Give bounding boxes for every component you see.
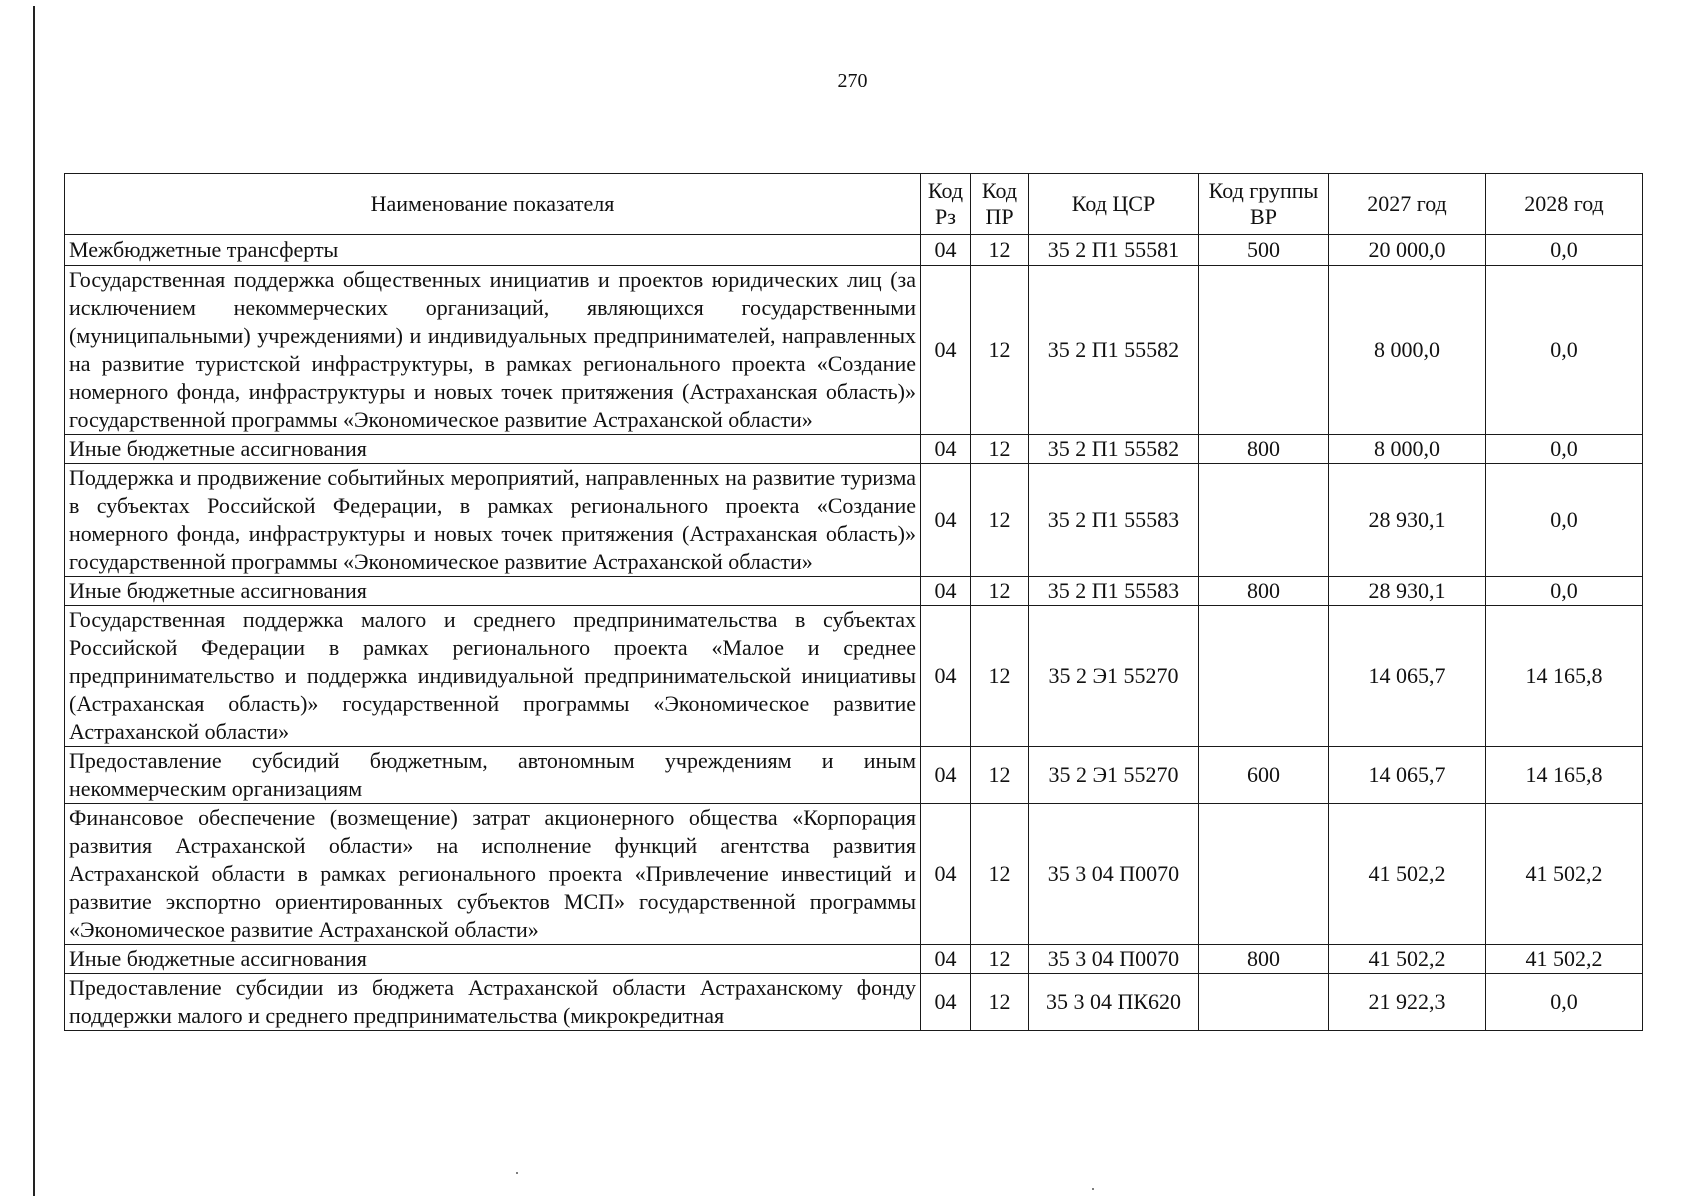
table-header-row [65,174,1643,235]
table-row [65,945,1643,974]
table-row [65,747,1643,804]
row-rz: 04 [921,464,971,577]
header-2028: 2028 год [1486,174,1643,235]
row-vr: 800 [1199,577,1329,606]
table-row [65,606,1643,747]
row-pr: 12 [971,464,1029,577]
row-rz: 04 [921,945,971,974]
row-2028: 0,0 [1486,235,1643,266]
row-csr: 35 2 П1 55582 [1029,266,1199,435]
row-2028: 41 502,2 [1486,804,1643,945]
row-name: Поддержка и продвижение событийных мероприятий, направленных на развитие туризма в субъектах Российской Федерации, в рамках регионального проекта «Создание номерного фонда, инфраструктуры и новых точек притяжения (Астраханская область)» государственной программы «Экономическое развитие Астраханской области» [65,464,921,577]
row-2027: 8 000,0 [1329,435,1486,464]
row-vr [1199,974,1329,1031]
row-rz: 04 [921,577,971,606]
table-row [65,974,1643,1031]
row-rz: 04 [921,747,971,804]
table-row [65,266,1643,435]
row-name: Финансовое обеспечение (возмещение) затрат акционерного общества «Корпорация развития Астраханской области» на исполнение функций агентства развития Астраханской области в рамках регионального проекта «Привлечение инвестиций и развитие экспортно ориентированных субъектов МСП» государственной программы «Экономическое развитие Астраханской области» [65,804,921,945]
row-vr: 800 [1199,435,1329,464]
row-vr: 600 [1199,747,1329,804]
row-2028: 14 165,8 [1486,747,1643,804]
scan-speck [1092,1188,1094,1190]
row-name: Иные бюджетные ассигнования [65,577,921,606]
row-2027: 14 065,7 [1329,606,1486,747]
row-csr: 35 2 Э1 55270 [1029,606,1199,747]
row-rz: 04 [921,266,971,435]
table-row [65,464,1643,577]
row-name: Государственная поддержка малого и среднего предпринимательства в субъектах Российской Федерации в рамках регионального проекта «Малое и среднее предпринимательство и поддержка индивидуальной предпринимательской инициативы (Астраханская область)» государственной программы «Экономическое развитие Астраханской области» [65,606,921,747]
header-pr: Код ПР [971,174,1029,235]
row-csr: 35 2 П1 55583 [1029,577,1199,606]
row-2027: 28 930,1 [1329,464,1486,577]
header-vr: Код группы ВР [1199,174,1329,235]
row-2028: 41 502,2 [1486,945,1643,974]
row-vr: 800 [1199,945,1329,974]
row-2027: 28 930,1 [1329,577,1486,606]
row-pr: 12 [971,974,1029,1031]
row-name: Предоставление субсидии из бюджета Астраханской области Астраханскому фонду поддержки малого и среднего предпринимательства (микрокредитная [65,974,921,1031]
row-pr: 12 [971,577,1029,606]
row-2027: 41 502,2 [1329,804,1486,945]
row-rz: 04 [921,974,971,1031]
header-csr: Код ЦСР [1029,174,1199,235]
row-2028: 14 165,8 [1486,606,1643,747]
scan-speck [516,1172,518,1174]
row-2027: 8 000,0 [1329,266,1486,435]
row-2027: 21 922,3 [1329,974,1486,1031]
table-row [65,235,1643,266]
left-margin-line [33,6,35,1196]
row-csr: 35 3 04 П0070 [1029,804,1199,945]
row-name: Предоставление субсидий бюджетным, автономным учреждениям и иным некоммерческим организациям [65,747,921,804]
table-row [65,577,1643,606]
row-rz: 04 [921,804,971,945]
row-pr: 12 [971,266,1029,435]
row-2028: 0,0 [1486,577,1643,606]
header-rz: Код Рз [921,174,971,235]
row-vr [1199,804,1329,945]
row-pr: 12 [971,235,1029,266]
row-2027: 20 000,0 [1329,235,1486,266]
row-csr: 35 2 Э1 55270 [1029,747,1199,804]
row-csr: 35 3 04 ПК620 [1029,974,1199,1031]
header-2027: 2027 год [1329,174,1486,235]
row-2027: 41 502,2 [1329,945,1486,974]
table-row [65,435,1643,464]
row-name: Иные бюджетные ассигнования [65,945,921,974]
budget-table [64,173,1643,1031]
row-name: Иные бюджетные ассигнования [65,435,921,464]
row-pr: 12 [971,945,1029,974]
row-csr: 35 2 П1 55582 [1029,435,1199,464]
row-vr: 500 [1199,235,1329,266]
row-pr: 12 [971,606,1029,747]
row-vr [1199,266,1329,435]
row-pr: 12 [971,435,1029,464]
row-csr: 35 3 04 П0070 [1029,945,1199,974]
row-rz: 04 [921,235,971,266]
page-number: 270 [837,70,868,92]
row-rz: 04 [921,606,971,747]
header-name: Наименование показателя [65,174,921,235]
row-2028: 0,0 [1486,435,1643,464]
row-name: Государственная поддержка общественных инициатив и проектов юридических лиц (за исключением некоммерческих организаций, являющихся государственными (муниципальными) учреждениями) и индивидуальных предпринимателей, направленных на развитие туристской инфраструктуры, в рамках регионального проекта «Создание номерного фонда, инфраструктуры и новых точек притяжения (Астраханская область)» государственной программы «Экономическое развитие Астраханской области» [65,266,921,435]
row-pr: 12 [971,804,1029,945]
row-pr: 12 [971,747,1029,804]
row-name: Межбюджетные трансферты [65,235,921,266]
row-csr: 35 2 П1 55581 [1029,235,1199,266]
row-2027: 14 065,7 [1329,747,1486,804]
table-row [65,804,1643,945]
row-2028: 0,0 [1486,464,1643,577]
row-2028: 0,0 [1486,266,1643,435]
row-2028: 0,0 [1486,974,1643,1031]
row-vr [1199,464,1329,577]
row-vr [1199,606,1329,747]
row-csr: 35 2 П1 55583 [1029,464,1199,577]
row-rz: 04 [921,435,971,464]
